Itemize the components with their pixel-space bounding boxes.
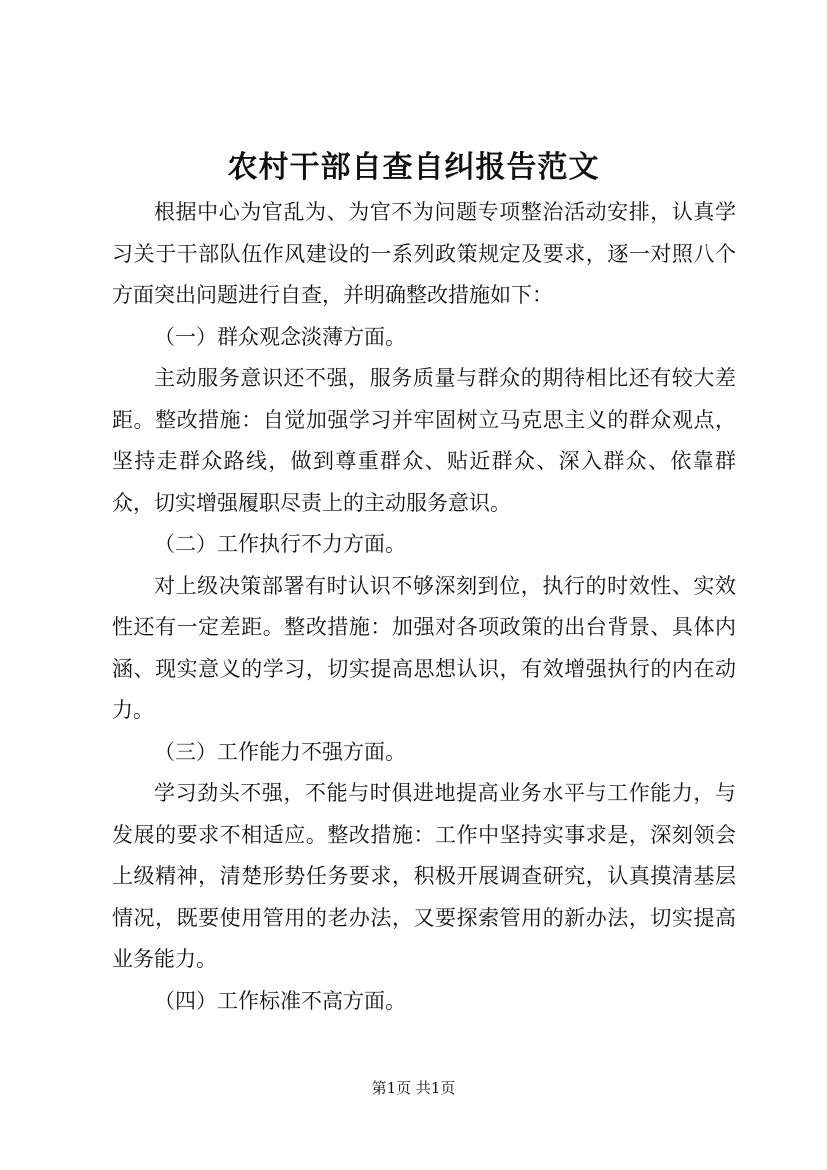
- section-heading-3: （三）工作能力不强方面。: [154, 739, 406, 764]
- paragraph-section-1: 主动服务意识还不强，服务质量与群众的期待相比还有较大差距。整改措施：自觉加强学习并牢固树立马克思主义的群众观点，坚持走群众路线，做到尊重群众、贴近群众、深入群众、依靠群众，切实增强履职尽责上的主动服务意识。: [112, 366, 736, 515]
- paragraph-section-3: 学习劲头不强，不能与时俱进地提高业务水平与工作能力，与发展的要求不相适应。整改措施：工作中坚持实事求是，深刻领会上级精神，清楚形势任务要求，积极开展调查研究，认真摸清基层情况，既要使用管用的老办法，又要探索管用的新办法，切实提高业务能力。: [112, 781, 736, 971]
- section-heading-4: （四）工作标准不高方面。: [154, 988, 406, 1013]
- section-heading-2: （二）工作执行不力方面。: [154, 532, 406, 556]
- document-body: [112, 192, 736, 1022]
- section-heading-1: （一）群众观念淡薄方面。: [154, 324, 406, 349]
- paragraph-intro: 根据中心为官乱为、为官不为问题专项整治活动安排，认真学习关于干部队伍作风建设的一系列政策规定及要求，逐一对照八个方面突出问题进行自查，并明确整改措施如下：: [112, 200, 736, 307]
- paragraph-section-2: 对上级决策部署有时认识不够深刻到位，执行的时效性、实效性还有一定差距。整改措施：加强对各项政策的出台背景、具体内涵、现实意义的学习，切实提高思想认识，有效增强执行的内在动力。: [112, 573, 736, 722]
- page-number-footer: 第1页 共1页: [371, 1079, 456, 1097]
- document-title: 农村干部自查自纠报告范文: [227, 150, 600, 185]
